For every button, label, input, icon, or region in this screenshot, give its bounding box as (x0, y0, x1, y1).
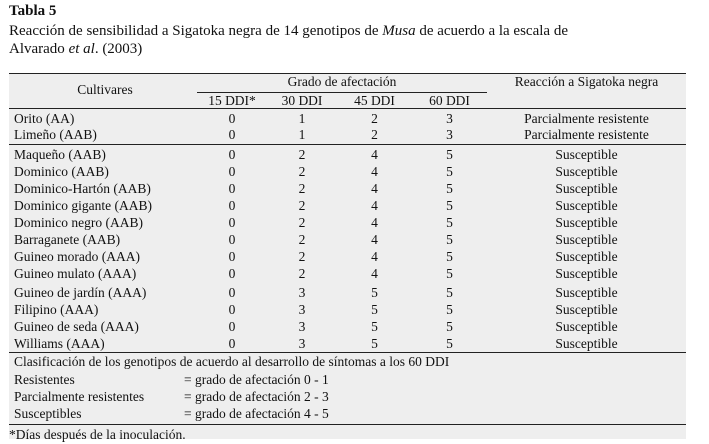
row-cultivar-name: Guineo morado (AAA) (14, 249, 140, 264)
row-grade-value: 0 (228, 266, 236, 281)
row-grade-value: 0 (228, 232, 236, 247)
footnote: *Días después de la inoculación. (9, 427, 186, 442)
rule-table-bottom (9, 352, 686, 353)
row-grade-value: 2 (298, 266, 306, 281)
row-grade-value: 4 (371, 198, 378, 213)
row-reaction: Parcialmente resistente (524, 111, 649, 126)
row-grade-value: 4 (371, 147, 378, 162)
class-label-parcial: Parcialmente resistentes (14, 389, 145, 404)
row-grade-value: 2 (371, 111, 378, 126)
row-grade-value: 2 (298, 181, 306, 196)
row-grade-value: 0 (228, 319, 236, 334)
row-reaction: Susceptible (555, 266, 618, 281)
row-grade-value: 5 (446, 215, 453, 230)
row-grade-value: 0 (228, 127, 236, 142)
caption-etal: et al (68, 41, 95, 57)
row-grade-value: 4 (371, 164, 378, 179)
row-cultivar-name: Guineo de seda (AAA) (14, 319, 139, 334)
row-grade-value: 0 (228, 111, 236, 126)
row-grade-value: 5 (446, 319, 453, 334)
row-grade-value: 3 (298, 319, 306, 334)
row-reaction: Susceptible (555, 198, 618, 213)
header-cultivares: Cultivares (77, 82, 133, 97)
row-grade-value: 2 (298, 232, 306, 247)
row-grade-value: 4 (371, 181, 378, 196)
row-cultivar-name: Dominico-Hartón (AAB) (14, 181, 151, 196)
row-reaction: Susceptible (555, 285, 618, 300)
subheader-15ddi: 15 DDI* (208, 93, 256, 108)
caption-text-3: Alvarado (9, 41, 69, 57)
row-grade-value: 0 (228, 285, 236, 300)
caption-genus: Musa (382, 23, 416, 39)
row-grade-value: 0 (228, 198, 236, 213)
class-value-susceptibles: = grado de afectación 4 - 5 (184, 406, 329, 421)
classification-heading: Clasificación de los genotipos de acuerdo al desarrollo de síntomas a los 60 DDI (14, 354, 450, 369)
row-grade-value: 2 (298, 215, 306, 230)
row-grade-value: 2 (298, 198, 306, 213)
row-cultivar-name: Barraganete (AAB) (14, 232, 121, 247)
row-cultivar-name: Guineo de jardín (AAA) (14, 285, 147, 300)
row-grade-value: 5 (446, 285, 453, 300)
row-grade-value: 5 (446, 249, 453, 264)
caption-text-4: . (2003) (94, 41, 143, 57)
row-grade-value: 2 (298, 164, 306, 179)
row-grade-value: 1 (298, 111, 306, 126)
row-grade-value: 0 (228, 302, 236, 317)
row-grade-value: 3 (298, 302, 306, 317)
row-grade-value: 5 (446, 232, 453, 247)
row-grade-value: 2 (298, 147, 306, 162)
class-label-resistentes: Resistentes (14, 372, 75, 387)
row-cultivar-name: Dominico (AAB) (14, 164, 109, 179)
row-grade-value: 3 (298, 336, 306, 351)
row-grade-value: 5 (446, 181, 453, 196)
row-reaction: Susceptible (555, 147, 618, 162)
rule-group-divider (9, 144, 686, 145)
row-reaction: Parcialmente resistente (524, 127, 649, 142)
row-grade-value: 5 (371, 285, 378, 300)
row-grade-value: 4 (371, 215, 378, 230)
row-reaction: Susceptible (555, 181, 618, 196)
row-reaction: Susceptible (555, 164, 618, 179)
row-grade-value: 0 (228, 336, 236, 351)
row-reaction: Susceptible (555, 319, 618, 334)
row-grade-value: 5 (446, 164, 453, 179)
row-grade-value: 1 (298, 127, 306, 142)
row-reaction: Susceptible (555, 302, 618, 317)
row-grade-value: 2 (298, 249, 306, 264)
row-grade-value: 4 (371, 232, 378, 247)
header-reaccion: Reacción a Sigatoka negra (514, 74, 659, 89)
row-grade-value: 3 (298, 285, 306, 300)
subheader-45ddi: 45 DDI (354, 93, 395, 108)
class-value-parcial: = grado de afectación 2 - 3 (184, 389, 329, 404)
row-cultivar-name: Limeño (AAB) (14, 127, 97, 142)
row-cultivar-name: Filipino (AAA) (14, 302, 99, 317)
row-cultivar-name: Dominico gigante (AAB) (14, 198, 152, 213)
header-grado: Grado de afectación (287, 74, 397, 89)
row-grade-value: 5 (446, 198, 453, 213)
row-cultivar-name: Williams (AAA) (14, 336, 105, 351)
row-grade-value: 0 (228, 215, 236, 230)
row-grade-value: 5 (446, 147, 453, 162)
row-grade-value: 3 (446, 111, 453, 126)
row-grade-value: 3 (446, 127, 453, 142)
subheader-30ddi: 30 DDI (281, 93, 323, 108)
row-cultivar-name: Maqueño (AAB) (14, 147, 106, 162)
row-grade-value: 5 (371, 336, 378, 351)
row-grade-value: 4 (371, 266, 378, 281)
row-grade-value: 0 (228, 181, 236, 196)
caption-text-2: de acuerdo a la escala de (415, 23, 568, 39)
row-reaction: Susceptible (555, 336, 618, 351)
row-grade-value: 4 (371, 249, 378, 264)
subheader-60ddi: 60 DDI (429, 93, 470, 108)
caption-text-1: Reacción de sensibilidad a Sigatoka negra de 14 genotipos de (9, 23, 383, 39)
row-grade-value: 2 (371, 127, 378, 142)
row-grade-value: 5 (446, 302, 453, 317)
row-reaction: Susceptible (555, 215, 618, 230)
row-grade-value: 0 (228, 147, 236, 162)
row-reaction: Susceptible (555, 232, 618, 247)
rule-classification-bottom (9, 424, 686, 425)
row-cultivar-name: Dominico negro (AAB) (14, 215, 143, 230)
row-grade-value: 0 (228, 164, 236, 179)
row-cultivar-name: Guineo mulato (AAA) (14, 266, 137, 281)
class-label-susceptibles: Susceptibles (14, 406, 82, 421)
table-title: Tabla 5 (9, 3, 57, 19)
table-caption (9, 22, 699, 58)
row-cultivar-name: Orito (AA) (14, 111, 75, 126)
row-grade-value: 5 (371, 302, 378, 317)
row-grade-value: 5 (446, 266, 453, 281)
row-grade-value: 0 (228, 249, 236, 264)
row-grade-value: 5 (371, 319, 378, 334)
row-reaction: Susceptible (555, 249, 618, 264)
row-grade-value: 5 (446, 336, 453, 351)
class-value-resistentes: = grado de afectación 0 - 1 (184, 372, 329, 387)
